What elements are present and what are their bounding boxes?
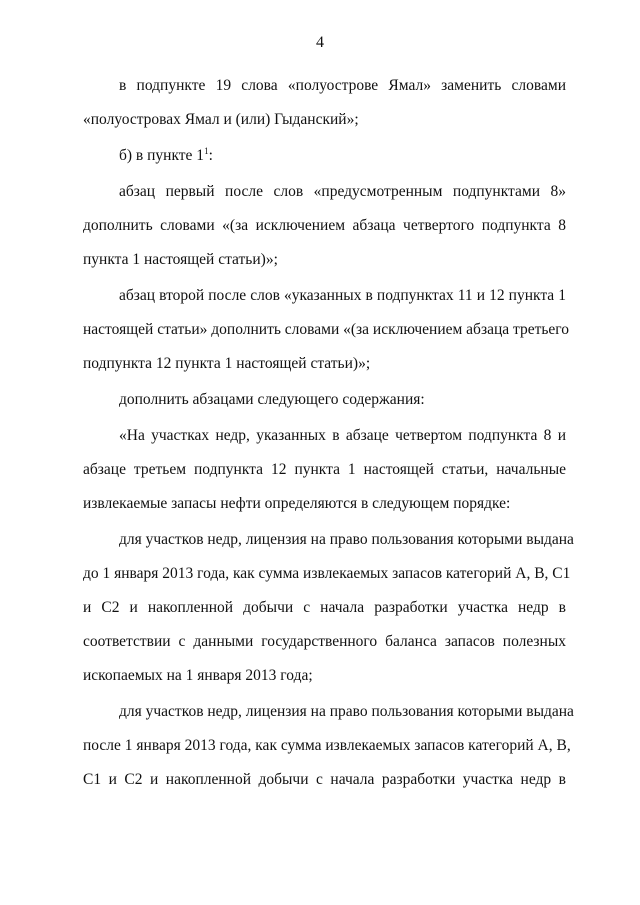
text-line: подпункта 12 пункта 1 настоящей статьи)»; (83, 355, 371, 372)
text-line: и С2 и накопленной добычи с начала разработки участка недр в (83, 599, 566, 616)
text-line: соответствии с данными государственного баланса запасов полезных (83, 633, 566, 650)
text-line: абзаце третьем подпункта 12 пункта 1 настоящей статьи, начальные (83, 461, 566, 478)
text-line: извлекаемые запасы нефти определяются в следующем порядке: (83, 495, 511, 512)
text-line: для участков недр, лицензия на право пользования которыми выдана (119, 703, 574, 720)
text-line: С1 и С2 и накопленной добычи с начала разработки участка недр в (83, 771, 566, 788)
text-line: пункта 1 настоящей статьи)»; (83, 251, 278, 268)
text-line: ископаемых на 1 января 2013 года; (83, 667, 313, 684)
text-line: дополнить словами «(за исключением абзаца четвертого подпункта 8 (83, 217, 566, 234)
text-line: для участков недр, лицензия на право пользования которыми выдана (119, 531, 574, 548)
text-line: до 1 января 2013 года, как сумма извлекаемых запасов категорий А, В, С1 (83, 565, 571, 582)
text-line: абзац первый после слов «предусмотренным подпунктами 8» (119, 183, 566, 200)
text-line: после 1 января 2013 года, как сумма извлекаемых запасов категорий А, В, (83, 737, 571, 754)
text-line-main: б) в пункте 1 (119, 147, 205, 164)
text-line (119, 146, 213, 166)
text-line: абзац второй после слов «указанных в подпунктах 11 и 12 пункта 1 (119, 287, 566, 304)
text-line: в подпункте 19 слова «полуострове Ямал» заменить словами (119, 77, 566, 94)
text-line-suffix: : (208, 147, 213, 164)
text-line: дополнить абзацами следующего содержания: (119, 391, 425, 408)
text-line: настоящей статьи» дополнить словами «(за исключением абзаца третьего (83, 321, 570, 338)
superscript: 1 (204, 145, 209, 156)
text-line: «На участках недр, указанных в абзаце четвертом подпункта 8 и (119, 427, 566, 444)
page-number: 4 (316, 34, 324, 51)
text-line: «полуостровах Ямал и (или) Гыданский»; (83, 111, 359, 128)
